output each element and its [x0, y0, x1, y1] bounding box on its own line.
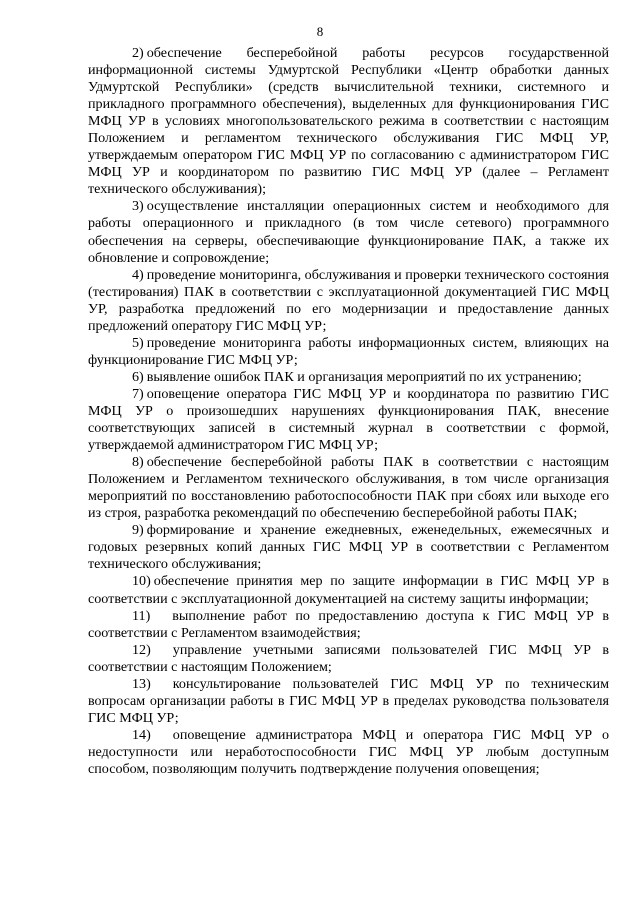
item-text: осуществление инсталляции операционных систем и необходимого для работы операционного и прикладного (в том числе сетевого) программного обеспечения на серверы, обеспечивающие функционирование ПАК, а также их обновление и сопровождение;: [88, 198, 609, 266]
list-item: [88, 198, 609, 266]
list-item: [88, 386, 609, 454]
list-item: [88, 608, 609, 642]
item-number: 11): [132, 607, 151, 624]
list-item: [88, 267, 609, 335]
item-number: 5): [132, 334, 144, 351]
item-number: 3): [132, 198, 144, 215]
item-text: обеспечение принятия мер по защите информации в ГИС МФЦ УР в соответствии с эксплуатационной документацией на систему защиты информации;: [88, 573, 609, 607]
item-number: 9): [132, 522, 144, 539]
list-item: [88, 522, 609, 573]
list-item: [88, 642, 609, 676]
item-text: управление учетными записями пользователей ГИС МФЦ УР в соответствии с настоящим Положением;: [88, 641, 609, 675]
list-item: [88, 573, 609, 607]
item-text: обеспечение бесперебойной работы ресурсов государственной информационной системы Удмуртской Республики «Центр обработки данных Удмуртской Республики» (средств вычислительной техники, системного и прикладного программного обеспечения), выделенных для функционирования ГИС МФЦ УР в условиях многопользовательского режима в соответствии с настоящим Положением и регламентом технического обслуживания ГИС МФЦ УР, утверждаемым оператором ГИС МФЦ УР по согласованию с администратором ГИС МФЦ УР и координатором по развитию ГИС МФЦ УР (далее – Регламент технического обслуживания);: [88, 45, 609, 198]
item-text: проведение мониторинга работы информационных систем, влияющих на функционирование ГИС МФЦ УР;: [88, 334, 609, 368]
list-item: [88, 778, 609, 795]
page-number: 8: [316, 24, 324, 39]
item-number: 8): [132, 454, 144, 471]
item-number: 6): [132, 368, 144, 385]
item-text: оповещение оператора ГИС МФЦ УР и координатора по развитию ГИС МФЦ УР о произошедших нарушениях функционирования ПАК, внесение соответствующих записей в системный журнал в соответствии с формой, утверждаемой администратором ГИС МФЦ УР;: [88, 385, 609, 454]
list-item: [88, 727, 609, 778]
list-item: [88, 335, 609, 369]
item-text: проведение мониторинга, обслуживания и проверки технического состояния (тестирования) ПАК в соответствии с эксплуатационной документацией ГИС МФЦ УР, разработка предложений по его модернизации и предоставление данных предложений оператору ГИС МФЦ УР;: [88, 266, 609, 334]
list-item: [88, 45, 609, 198]
item-number: 10): [132, 573, 151, 590]
item-number: 12): [132, 641, 151, 658]
document-body: [88, 45, 609, 795]
item-text: консультирование пользователей ГИС МФЦ УР по техническим вопросам организации работы в ГИС МФЦ УР в пределах руководства пользователя ГИС МФЦ УР;: [88, 675, 609, 726]
item-text: формирование и хранение ежедневных, еженедельных, ежемесячных и годовых резервных копий данных ГИС МФЦ УР в соответствии с Регламентом технического обслуживания;: [88, 522, 609, 573]
item-number: 4): [132, 266, 144, 283]
list-item: [88, 369, 609, 386]
list-item: [88, 676, 609, 727]
item-number: 13): [132, 675, 151, 692]
item-text: обеспечение бесперебойной работы ПАК в соответствии с настоящим Положением и Регламентом технического обслуживания, в том числе организация мероприятий по восстановлению работоспособности ПАК при сбоях или выходе его из строя, разработка рекомендаций по обеспечению бесперебойной работы ПАК;: [88, 454, 609, 522]
list-item: [88, 454, 609, 522]
item-text: выполнение работ по предоставлению доступа к ГИС МФЦ УР в соответствии с Регламентом взаимодействия;: [88, 607, 609, 641]
item-number: 14): [132, 726, 151, 743]
item-text: выявление ошибок ПАК и организация мероприятий по их устранению;: [146, 368, 582, 385]
item-number: 7): [132, 385, 144, 402]
item-number: 2): [132, 45, 144, 61]
item-text: оповещение администратора МФЦ и оператора ГИС МФЦ УР о недоступности или неработоспособности ГИС МФЦ УР любым доступным способом, позволяющим получить подтверждение получения оповещения;: [88, 726, 609, 777]
